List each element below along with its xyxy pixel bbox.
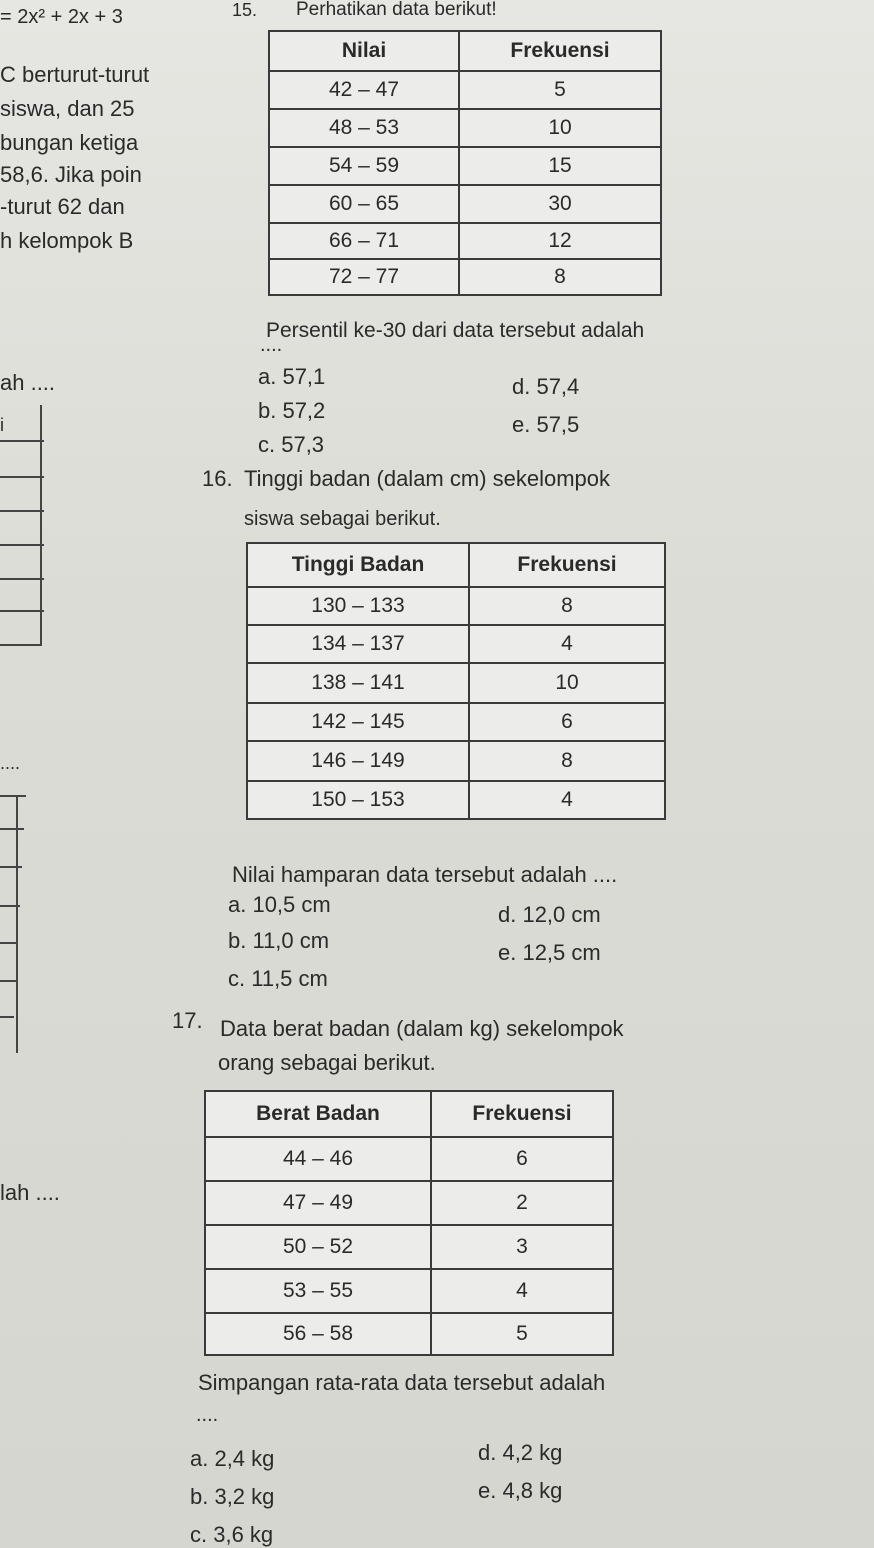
q16-table xyxy=(246,542,666,820)
q15-cell: 60 – 65 xyxy=(269,185,459,223)
q15-header-nilai: Nilai xyxy=(269,31,459,71)
q17-cell: 47 – 49 xyxy=(205,1181,431,1225)
q15-cell: 8 xyxy=(459,259,661,295)
q17-header-berat: Berat Badan xyxy=(205,1091,431,1137)
q17-line-2: orang sebagai berikut. xyxy=(218,1050,436,1075)
q16-header-frekuensi: Frekuensi xyxy=(469,543,665,587)
q16-cell: 4 xyxy=(469,625,665,663)
q15-option-a: a. 57,1 xyxy=(258,364,326,389)
q17-cell: 2 xyxy=(431,1181,613,1225)
left-table-rule xyxy=(0,578,44,580)
q16-cell: 146 – 149 xyxy=(247,741,469,781)
table-row xyxy=(247,625,665,663)
q15-cell: 66 – 71 xyxy=(269,223,459,259)
left-answer-stub-1: ah .... xyxy=(0,370,56,395)
q17-cell: 4 xyxy=(431,1269,613,1313)
q16-cell: 4 xyxy=(469,781,665,819)
q15-cell: 30 xyxy=(459,185,661,223)
table-row xyxy=(269,259,661,295)
q17-option-a: a. 2,4 kg xyxy=(190,1446,275,1471)
left-dots-stub: .... xyxy=(0,753,21,773)
q17-cell: 50 – 52 xyxy=(205,1225,431,1269)
left-line-5: -turut 62 dan xyxy=(0,194,125,219)
left-table-rule xyxy=(0,510,44,512)
table-row xyxy=(205,1225,613,1269)
q16-cell: 138 – 141 xyxy=(247,663,469,703)
q17-cell: 3 xyxy=(431,1225,613,1269)
left-answer-stub-3: lah .... xyxy=(0,1180,60,1205)
left-line-2: siswa, dan 25 xyxy=(0,96,135,121)
left-table-rule xyxy=(0,544,44,546)
left-table-rule xyxy=(0,795,26,797)
table-row xyxy=(205,1269,613,1313)
q15-cell: 48 – 53 xyxy=(269,109,459,147)
q16-option-e: e. 12,5 cm xyxy=(498,940,601,965)
q16-cell: 130 – 133 xyxy=(247,587,469,625)
q17-line-1: Data berat badan (dalam kg) sekelompok xyxy=(220,1016,624,1041)
q17-question: Simpangan rata-rata data tersebut adalah xyxy=(198,1370,606,1395)
q17-option-e: e. 4,8 kg xyxy=(478,1478,563,1503)
q15-number: 15. xyxy=(232,0,258,20)
left-table-rule xyxy=(0,476,44,478)
left-line-3: bungan ketiga xyxy=(0,130,139,155)
table-row xyxy=(247,587,665,625)
q16-cell: 150 – 153 xyxy=(247,781,469,819)
q15-cell: 54 – 59 xyxy=(269,147,459,185)
table-row xyxy=(269,185,661,223)
left-table-rule xyxy=(0,440,44,442)
table-row xyxy=(269,71,661,109)
q15-table xyxy=(268,30,662,296)
left-table-rule xyxy=(0,828,24,830)
q17-cell: 6 xyxy=(431,1137,613,1181)
q17-option-c: c. 3,6 kg xyxy=(190,1522,274,1547)
q16-cell: 8 xyxy=(469,741,665,781)
table-row xyxy=(269,109,661,147)
q17-dots: .... xyxy=(196,1404,219,1426)
q15-option-c: c. 57,3 xyxy=(258,432,325,457)
table-row xyxy=(205,1181,613,1225)
table-row xyxy=(269,147,661,185)
left-table-edge xyxy=(40,405,42,645)
q15-header-frekuensi: Frekuensi xyxy=(459,31,661,71)
left-line-4: 58,6. Jika poin xyxy=(0,162,142,187)
q17-header-frekuensi: Frekuensi xyxy=(431,1091,613,1137)
q17-number: 17. xyxy=(172,1008,203,1033)
q15-cell: 42 – 47 xyxy=(269,71,459,109)
q16-question: Nilai hamparan data tersebut adalah .... xyxy=(232,862,618,887)
q17-cell: 5 xyxy=(431,1313,613,1355)
q15-cell: 5 xyxy=(459,71,661,109)
table-row xyxy=(269,223,661,259)
table-row xyxy=(205,1137,613,1181)
table-row xyxy=(247,781,665,819)
q16-line-2: siswa sebagai berikut. xyxy=(244,508,441,530)
q15-cell: 10 xyxy=(459,109,661,147)
q17-table xyxy=(204,1090,614,1356)
left-table-rule xyxy=(0,866,22,868)
q15-cell: 15 xyxy=(459,147,661,185)
q16-number: 16. xyxy=(202,466,233,491)
q16-option-d: d. 12,0 cm xyxy=(498,902,601,927)
table-row xyxy=(247,741,665,781)
left-table-rule xyxy=(0,644,42,646)
q17-option-d: d. 4,2 kg xyxy=(478,1440,563,1465)
q15-dots: .... xyxy=(260,334,283,356)
q16-line-1: Tinggi badan (dalam cm) sekelompok xyxy=(244,466,611,491)
q15-cell: 72 – 77 xyxy=(269,259,459,295)
q17-cell: 44 – 46 xyxy=(205,1137,431,1181)
q16-option-a: a. 10,5 cm xyxy=(228,892,331,917)
left-answer-stub-2: i xyxy=(0,415,4,435)
q16-cell: 6 xyxy=(469,703,665,741)
q16-option-b: b. 11,0 cm xyxy=(228,928,330,953)
q16-cell: 142 – 145 xyxy=(247,703,469,741)
q16-cell: 8 xyxy=(469,587,665,625)
q16-header-tinggi: Tinggi Badan xyxy=(247,543,469,587)
left-table-rule xyxy=(0,980,16,982)
q15-intro: Perhatikan data berikut! xyxy=(296,0,497,20)
q16-cell: 10 xyxy=(469,663,665,703)
q15-option-b: b. 57,2 xyxy=(258,398,326,423)
q15-option-e: e. 57,5 xyxy=(512,412,580,437)
q16-option-c: c. 11,5 cm xyxy=(228,966,328,991)
q17-option-b: b. 3,2 kg xyxy=(190,1484,275,1509)
q16-cell: 134 – 137 xyxy=(247,625,469,663)
q17-cell: 53 – 55 xyxy=(205,1269,431,1313)
q17-cell: 56 – 58 xyxy=(205,1313,431,1355)
q15-option-d: d. 57,4 xyxy=(512,374,580,399)
formula-fragment: = 2x² + 2x + 3 xyxy=(0,6,123,28)
left-line-6: h kelompok B xyxy=(0,228,134,253)
table-row xyxy=(247,703,665,741)
left-line-1: C berturut-turut xyxy=(0,62,150,87)
q15-question: Persentil ke-30 dari data tersebut adalah xyxy=(266,319,645,342)
q15-cell: 12 xyxy=(459,223,661,259)
left-table-edge xyxy=(16,795,18,1053)
table-row xyxy=(205,1313,613,1355)
table-row xyxy=(247,663,665,703)
left-table-rule xyxy=(0,1016,14,1018)
left-table-rule xyxy=(0,610,44,612)
